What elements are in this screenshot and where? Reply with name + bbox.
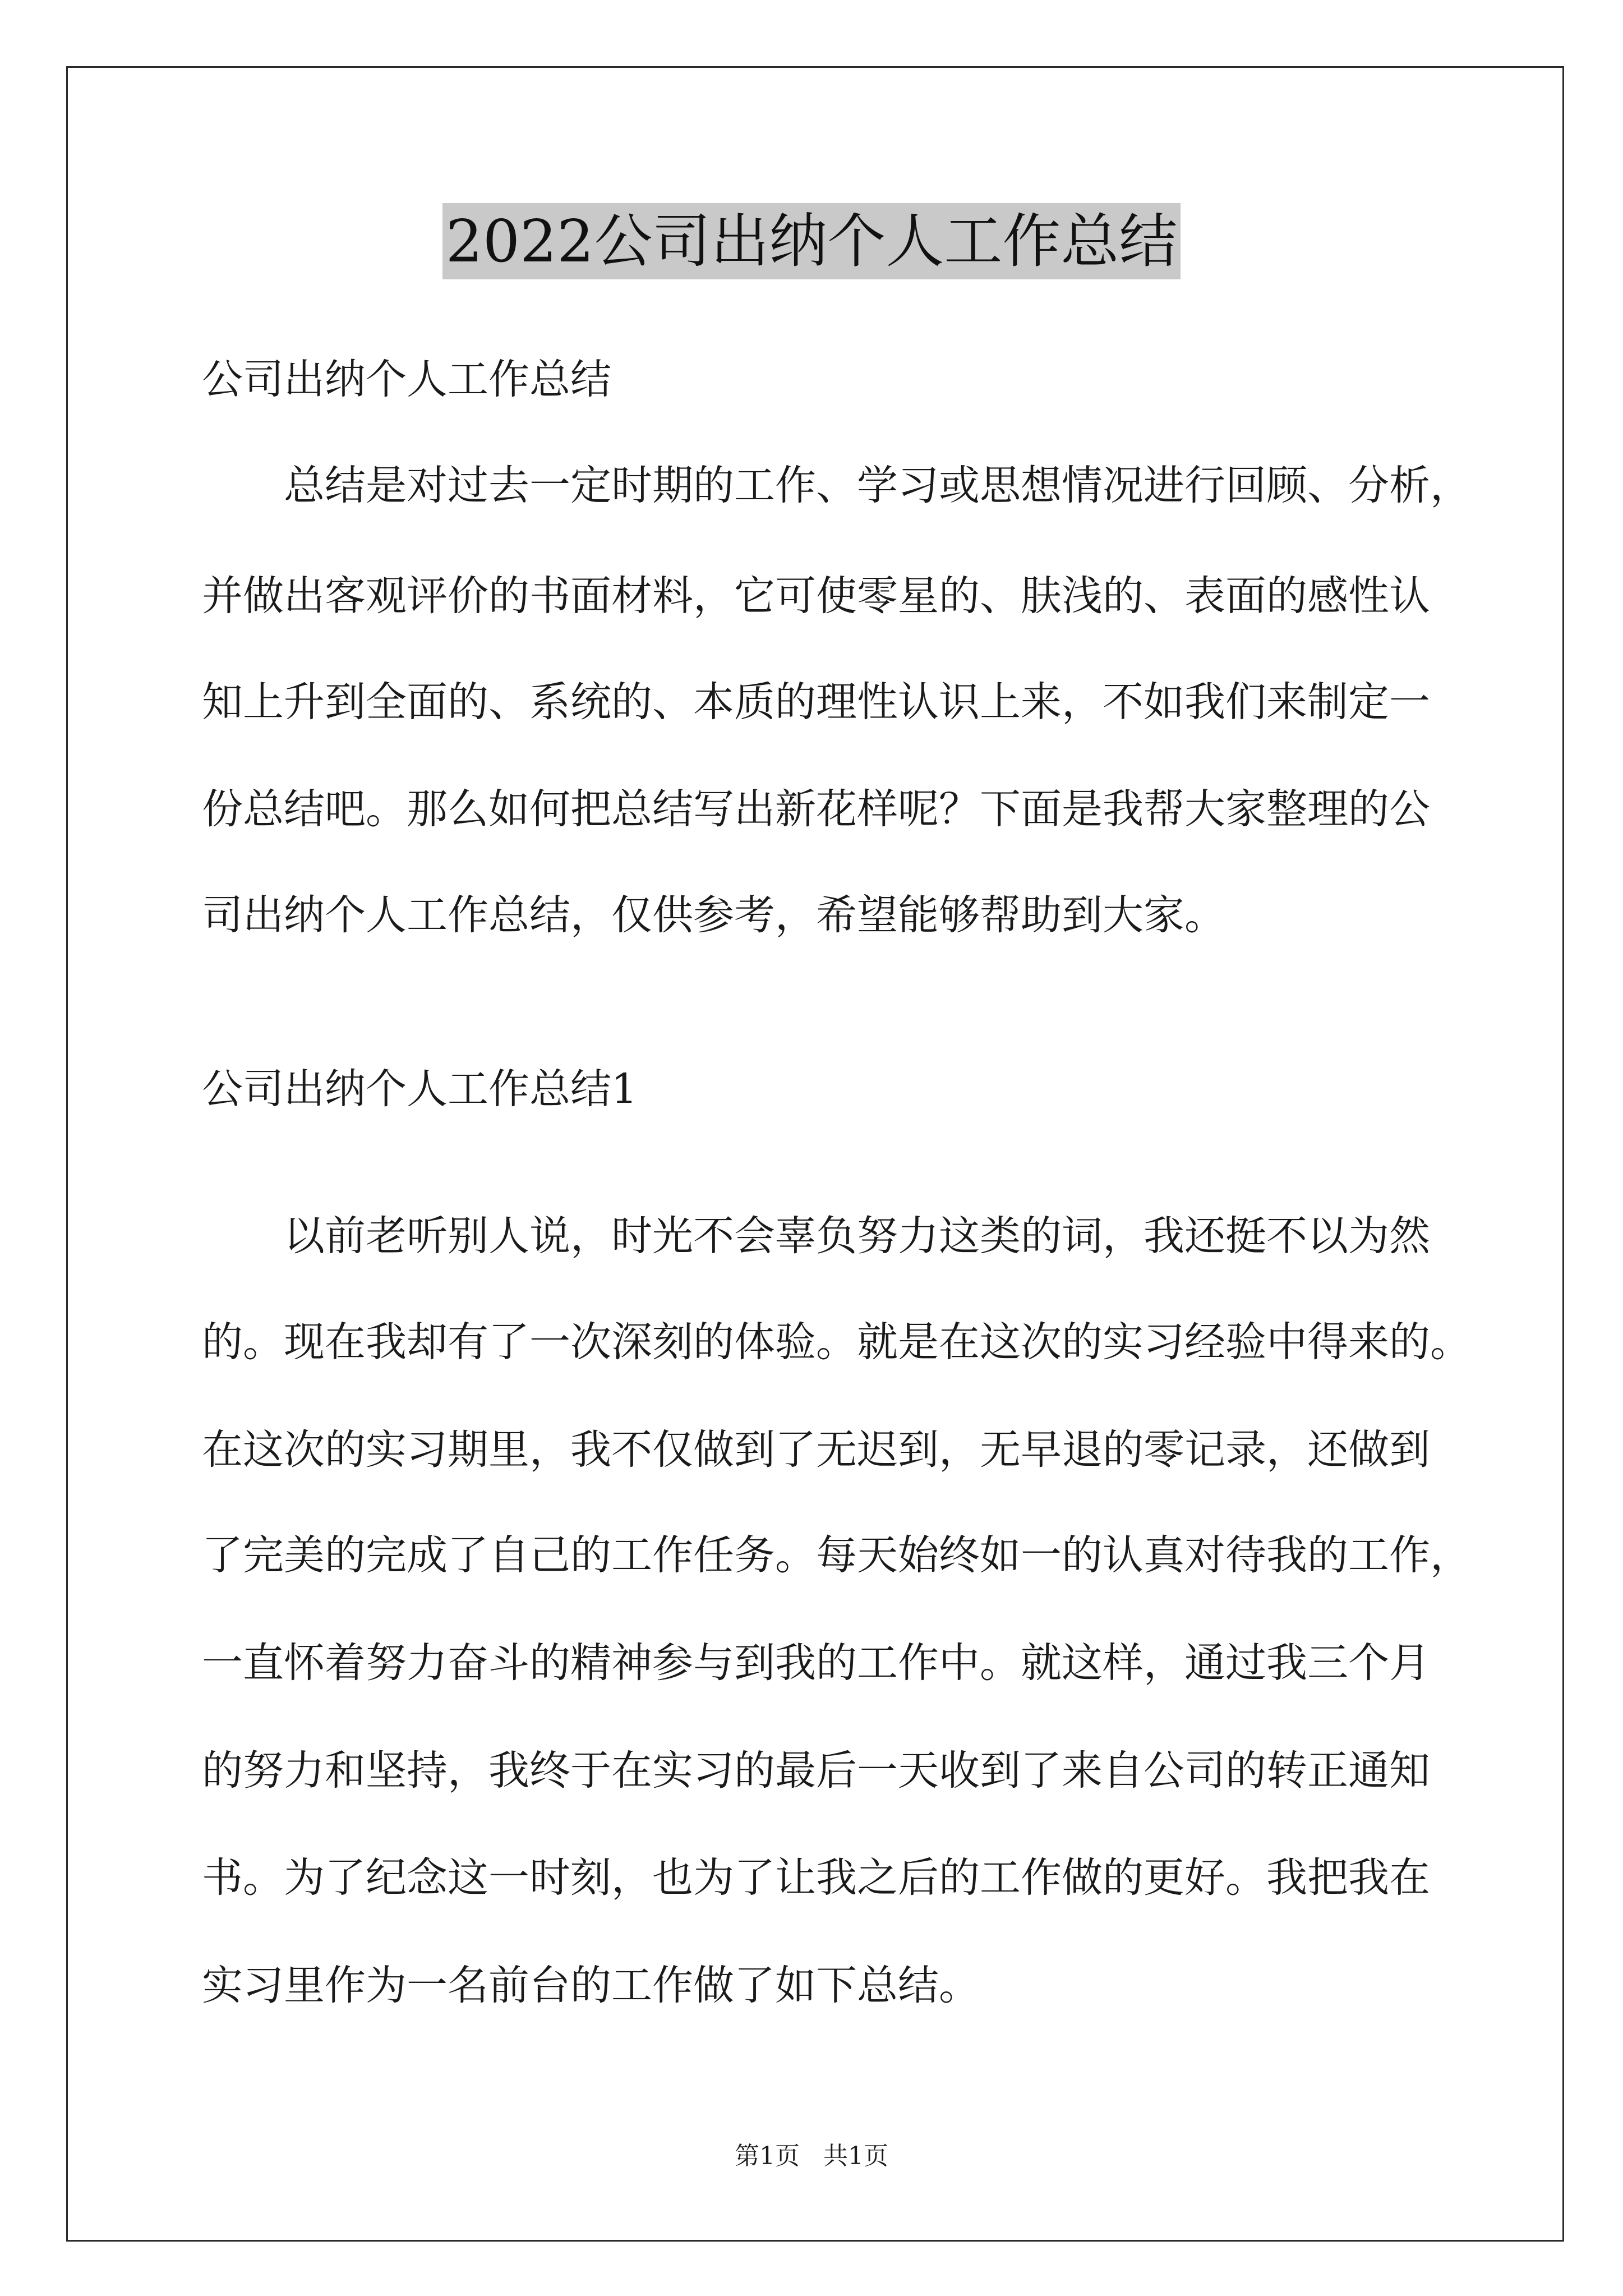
paragraph1-line: 总结是对过去一定时期的工作、学习或思想情况进行回顾、分析， <box>284 462 1471 509</box>
document-title: 2022公司出纳个人工作总结 <box>442 203 1181 279</box>
paragraph2-line: 了完美的完成了自己的工作任务。每天始终如一的认真对待我的工作， <box>202 1531 1471 1579</box>
paragraph2-line: 以前老听别人说，时光不会辜负努力这类的词，我还挺不以为然 <box>284 1212 1430 1260</box>
title-row <box>0 203 1623 279</box>
subtitle: 公司出纳个人工作总结 <box>202 356 611 403</box>
paragraph2-line: 书。为了纪念这一时刻，也为了让我之后的工作做的更好。我把我在 <box>202 1854 1430 1902</box>
section-heading: 公司出纳个人工作总结1 <box>202 1065 638 1113</box>
page-footer: 第1页 共1页 <box>735 2142 888 2170</box>
paragraph1-line: 份总结吧。那么如何把总结写出新花样呢？下面是我帮大家整理的公 <box>202 785 1430 833</box>
paragraph2-line: 实习里作为一名前台的工作做了如下总结。 <box>202 1962 980 2009</box>
paragraph1-line: 并做出客观评价的书面材料，它可使零星的、肤浅的、表面的感性认 <box>202 572 1430 620</box>
paragraph2-line: 的。现在我却有了一次深刻的体验。就是在这次的实习经验中得来的。 <box>202 1318 1471 1366</box>
paragraph2-line: 一直怀着努力奋斗的精神参与到我的工作中。就这样，通过我三个月 <box>202 1639 1430 1687</box>
paragraph1-line: 知上升到全面的、系统的、本质的理性认识上来，不如我们来制定一 <box>202 678 1430 726</box>
paragraph2-line: 的努力和坚持，我终于在实习的最后一天收到了来自公司的转正通知 <box>202 1747 1430 1795</box>
paragraph2-line: 在这次的实习期里，我不仅做到了无迟到，无早退的零记录，还做到 <box>202 1426 1430 1474</box>
paragraph1-line: 司出纳个人工作总结，仅供参考，希望能够帮助到大家。 <box>202 891 1225 939</box>
